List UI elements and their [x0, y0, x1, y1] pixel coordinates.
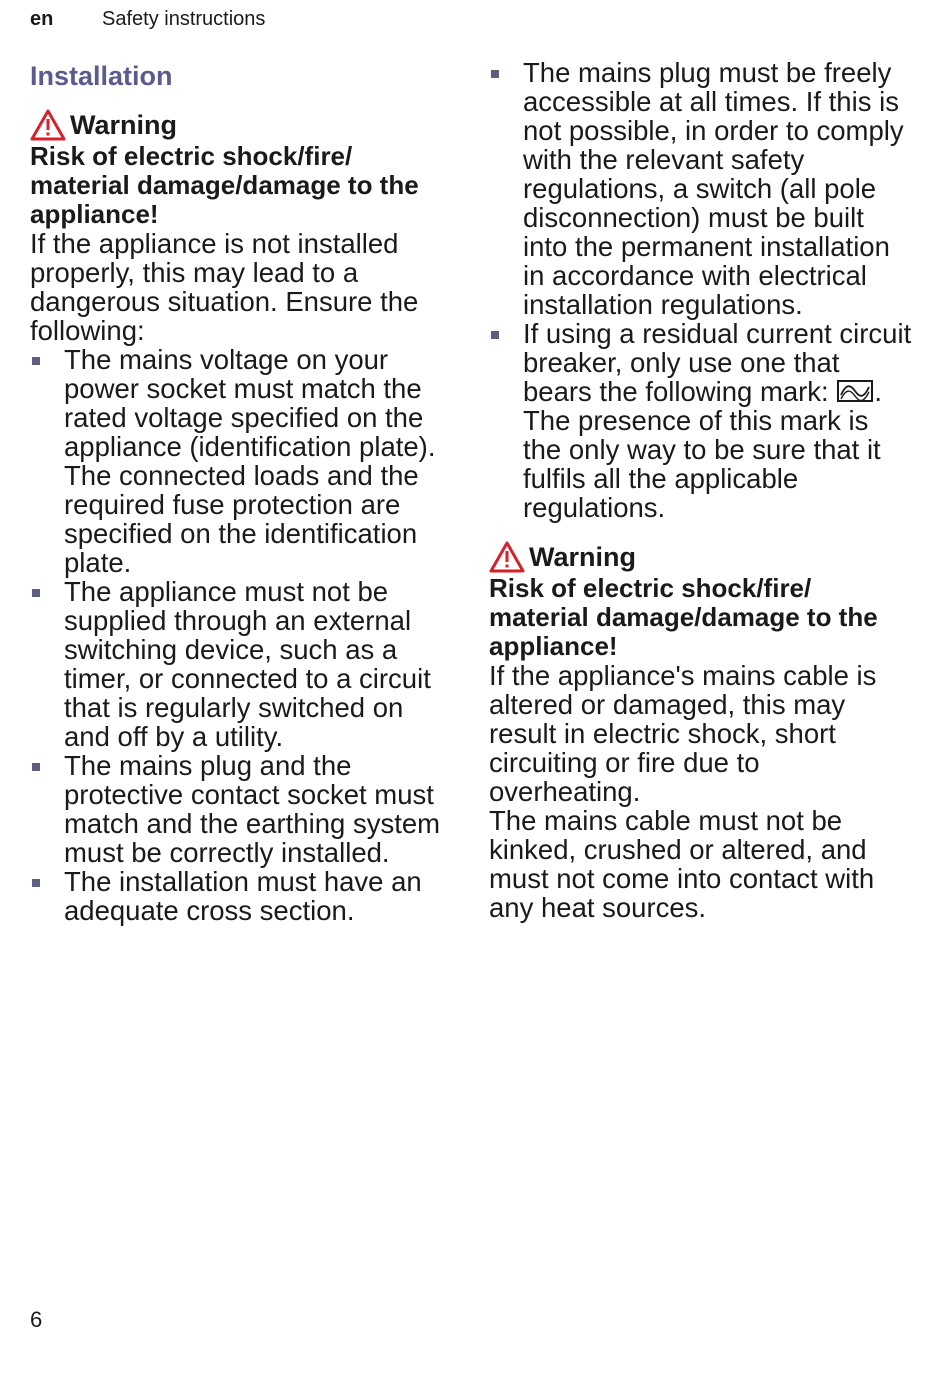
list-item	[30, 751, 450, 867]
right-column	[489, 58, 914, 922]
warning-heading	[30, 108, 450, 142]
cable-damage-text: If the appliance's mains cable is altered or damaged, this may result in electric shock, short circuiting or fire due to overheating.	[489, 660, 877, 807]
language-code: en	[30, 8, 54, 30]
bullet-icon	[32, 879, 40, 887]
list-item-text: The installation must have an adequate cross section.	[64, 866, 422, 926]
list-item	[489, 58, 914, 319]
list-item-text: The mains voltage on your power socket must match the rated voltage specified on the appliance (identification plate). The connected loads and the required fuse protection are specified on the identification plate.	[64, 344, 436, 578]
list-item-text-before-mark: If using a residual current circuit breaker, only use one that bears the following mark:	[523, 318, 912, 407]
warning-triangle-icon	[30, 109, 66, 141]
list-item	[30, 577, 450, 751]
section-title: Installation	[30, 61, 173, 91]
requirements-list	[30, 345, 450, 925]
warning-label: Warning	[70, 110, 177, 140]
list-item-text-after-mark: . The presence of this mark is the only way to be sure that it fulfils all the applicable regulations.	[523, 376, 882, 523]
bullet-icon	[491, 331, 499, 339]
list-item-text: The mains plug must be freely accessible at all times. If this is not possible, in order to comply with the relevant safety regulations, a switch (all pole disconnection) must be built into the permanent installation in accordance with electrical installation regulations.	[523, 57, 904, 320]
warning-label: Warning	[529, 542, 636, 572]
list-item-text: The mains plug and the protective contact socket must match and the earthing system must be correctly installed.	[64, 750, 441, 868]
page-number: 6	[30, 1307, 43, 1332]
section-header: Safety instructions	[102, 8, 266, 30]
warning-risk: Risk of electric shock/fire/ material damage/damage to the appliance!	[489, 573, 878, 661]
list-item	[30, 867, 450, 925]
left-column	[30, 58, 450, 925]
bullet-icon	[32, 763, 40, 771]
warning-intro: If the appliance is not installed properly, this may lead to a dangerous situation. Ensure the following:	[30, 228, 419, 346]
bullet-icon	[32, 589, 40, 597]
bullet-icon	[32, 357, 40, 365]
requirements-list-continued	[489, 58, 914, 522]
warning-risk: Risk of electric shock/fire/ material damage/damage to the appliance!	[30, 141, 419, 229]
cable-handling-text: The mains cable must not be kinked, crushed or altered, and must not come into contact with any heat sources.	[489, 805, 875, 923]
bullet-icon	[491, 70, 499, 78]
list-item-text: The appliance must not be supplied through an external switching device, such as a timer, or connected to a circuit that is regularly switched on and off by a utility.	[64, 576, 431, 752]
warning-triangle-icon	[489, 541, 525, 573]
list-item	[489, 319, 914, 522]
list-item	[30, 345, 450, 577]
rcd-mark-icon	[837, 380, 873, 402]
warning-heading-2	[489, 540, 914, 574]
